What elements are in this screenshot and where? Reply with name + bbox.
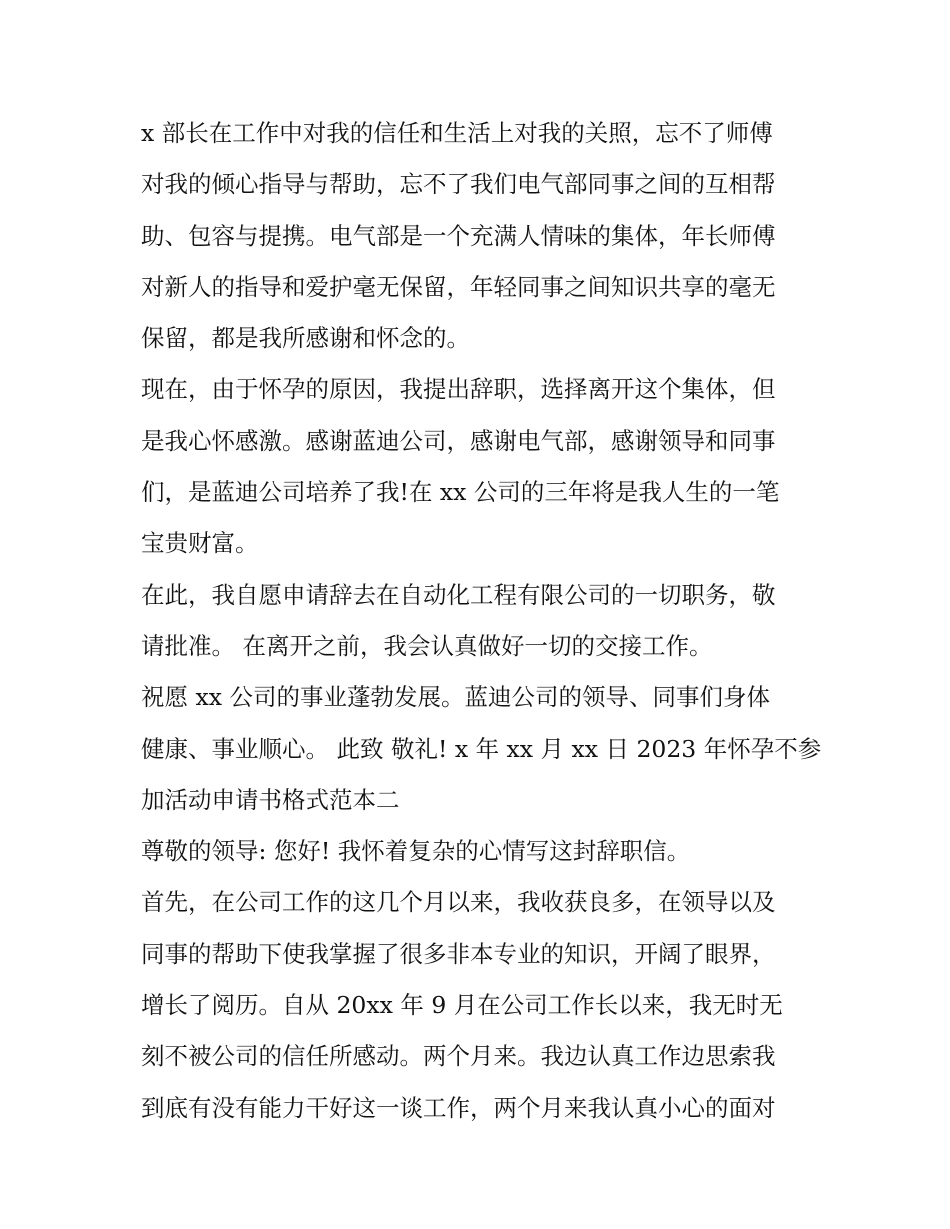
text-line: 增长了阅历。自从 20xx 年 9 月在公司工作长以来，我无时无 — [141, 991, 783, 1020]
text-line: 刻不被公司的信任所感动。两个月来。我边认真工作边思索我 — [141, 1042, 776, 1071]
text-line: 助、包容与提携。电气部是一个充满人情味的集体，年长师傅 — [141, 221, 776, 250]
text-line: 祝愿 xx 公司的事业蓬勃发展。蓝迪公司的领导、同事们身体 — [141, 683, 770, 712]
text-line: 保留，都是我所感谢和怀念的。 — [141, 324, 470, 353]
text-line: 到底有没有能力干好这一谈工作，两个月来我认真小心的面对 — [141, 1093, 776, 1122]
text-line: 在此，我自愿申请辞去在自动化工程有限公司的一切职务，敬 — [141, 580, 776, 609]
text-line: 首先，在公司工作的这几个月以来，我收获良多，在领导以及 — [141, 888, 776, 917]
text-line: 请批准。 在离开之前，我会认真做好一切的交接工作。 — [141, 631, 713, 660]
text-line: 健康、事业顺心。 此致 敬礼! x 年 xx 月 xx 日 2023 年怀孕不参 — [141, 734, 822, 763]
text-line: 对新人的指导和爱护毫无保留，年轻同事之间知识共享的毫无 — [141, 272, 776, 301]
document-body — [141, 108, 821, 1134]
text-line: 宝贵财富。 — [141, 529, 259, 558]
text-line: x 部长在工作中对我的信任和生活上对我的关照，忘不了师傅 — [141, 119, 773, 147]
text-line: 加活动申请书格式范本二 — [141, 785, 400, 814]
text-line: 现在，由于怀孕的原因，我提出辞职，选择离开这个集体，但 — [141, 375, 776, 404]
text-line: 是我心怀感激。感谢蓝迪公司，感谢电气部，感谢领导和同事 — [141, 426, 776, 455]
text-line: 尊敬的领导: 您好! 我怀着复杂的心情写这封辞职信。 — [141, 837, 691, 866]
text-line: 们，是蓝迪公司培养了我!在 xx 公司的三年将是我人生的一笔 — [141, 478, 780, 507]
text-line: 对我的倾心指导与帮助，忘不了我们电气部同事之间的互相帮 — [141, 170, 776, 199]
text-line: 同事的帮助下使我掌握了很多非本专业的知识，开阔了眼界， — [141, 939, 776, 968]
